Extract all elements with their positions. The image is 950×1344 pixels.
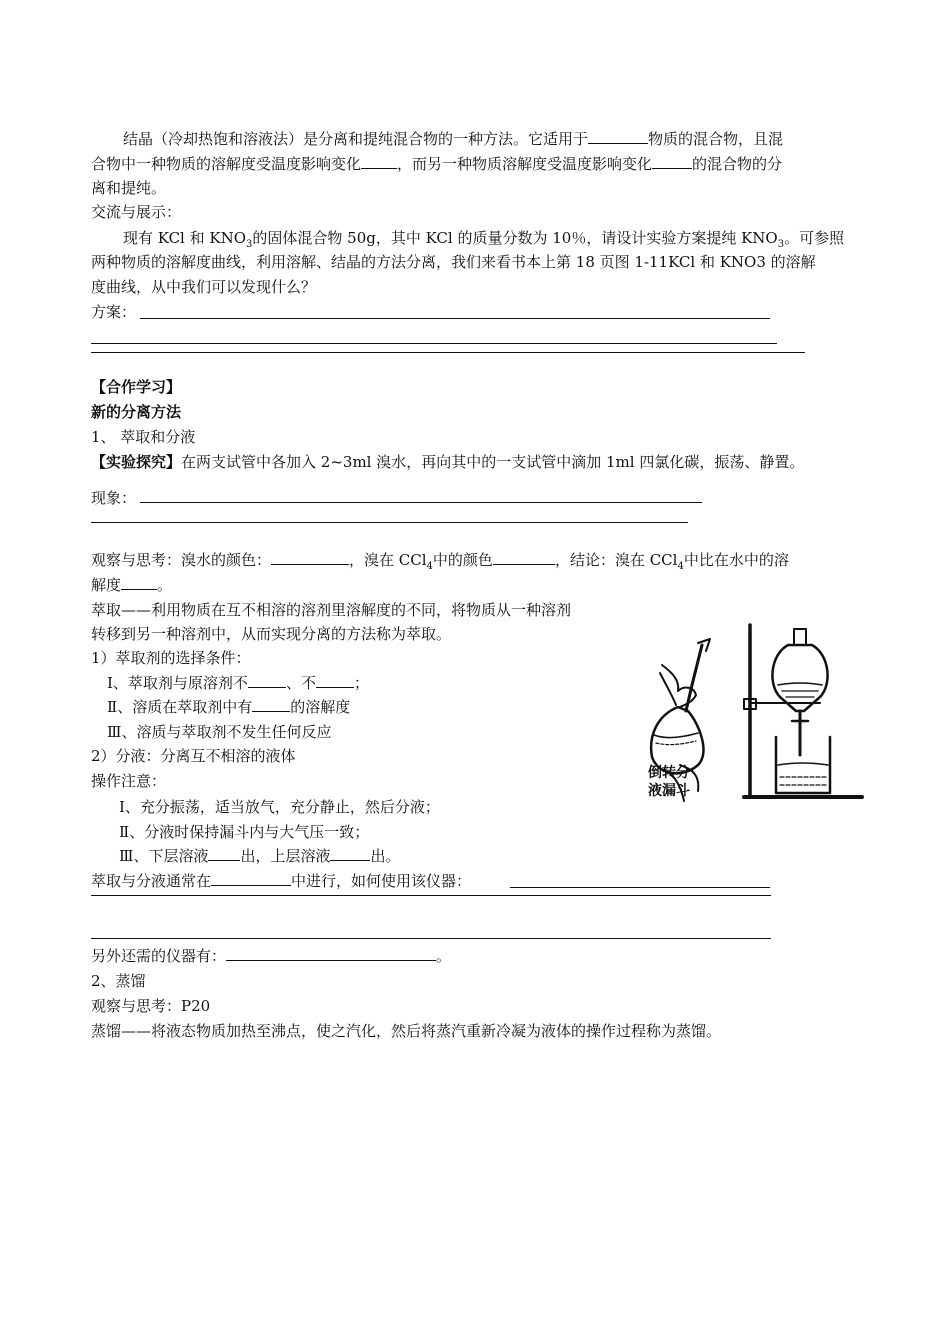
exchange-heading: 交流与展示： xyxy=(91,203,182,221)
coop-subheading: 新的分离方法 xyxy=(91,403,182,421)
blank[interactable] xyxy=(588,127,648,144)
usage-answer-line-1[interactable] xyxy=(510,887,770,888)
figure-label-2: 液漏斗 xyxy=(648,783,690,799)
crystallization-line-1: 结晶（冷却热饱和溶液法）是分离和提纯混合物的一种方法。它适用于 物质的混合物，且混 xyxy=(123,127,783,151)
plan-answer-line-1[interactable] xyxy=(140,318,770,319)
condition-3: Ⅲ、溶质与萃取剂不发生任何反应 xyxy=(107,723,332,741)
condition-2: Ⅱ、溶质在萃取剂中有 的溶解度 xyxy=(107,695,350,719)
phenomenon-answer-line-2[interactable] xyxy=(91,522,688,523)
experiment-line: 【实验探究】在两支试管中各加入 2~3ml 溴水，再向其中的一支试管中滴加 1ml 四氯化碳，振荡、静置。 xyxy=(91,453,805,471)
blank[interactable] xyxy=(211,869,291,886)
note-2: Ⅱ、分液时保持漏斗内与大气压一致； xyxy=(119,823,370,841)
observe-line-1: 观察与思考：溴水的颜色： ，溴在 CCl$_4$中的颜色 ，结论：溴在 CCl$_4$中比在水中的溶 xyxy=(91,548,789,572)
plan-answer-line-3[interactable] xyxy=(91,352,805,353)
distillation-observe: 观察与思考：P20 xyxy=(91,997,211,1015)
separatory-funnel-icon xyxy=(772,645,827,711)
blank[interactable] xyxy=(121,573,157,590)
blank[interactable] xyxy=(226,944,436,961)
plan-label: 方案： xyxy=(91,303,137,321)
extraction-definition-2: 转移到另一种溶剂中，从而实现分离的方法称为萃取。 xyxy=(91,625,452,643)
note-1: Ⅰ、充分振荡，适当放气，充分静止，然后分液； xyxy=(119,798,440,816)
exchange-line-2: 两种物质的溶解度曲线，利用溶解、结晶的方法分离，我们来看书本上第 18 页图 1-11KCl 和 KNO3 的溶解 xyxy=(91,253,816,271)
blank[interactable] xyxy=(493,548,555,565)
conditions-title: 1）萃取剂的选择条件： xyxy=(91,649,251,667)
notes-title: 操作注意： xyxy=(91,772,167,790)
blank[interactable] xyxy=(271,548,349,565)
blank[interactable] xyxy=(252,695,290,712)
usage-answer-line-2[interactable] xyxy=(91,895,771,896)
blank[interactable] xyxy=(330,844,370,861)
item-distillation: 2、蒸馏 xyxy=(91,972,146,990)
usage-answer-line-3[interactable] xyxy=(91,938,771,939)
note-3: Ⅲ、下层溶液 出，上层溶液 出。 xyxy=(119,844,401,868)
blank[interactable] xyxy=(208,844,240,861)
observe-line-2: 解度 。 xyxy=(91,573,172,597)
phenomenon-answer-line-1[interactable] xyxy=(140,502,702,503)
blank[interactable] xyxy=(316,671,354,688)
condition-1: Ⅰ、萃取剂与原溶剂不 、不 ； xyxy=(107,671,369,695)
blank[interactable] xyxy=(248,671,286,688)
separatory-funnel-figure xyxy=(640,615,865,805)
crystallization-line-2: 合物中一种物质的溶解度受温度影响变化 ，而另一种物质溶解度受温度影响变化 的混合物的分 xyxy=(91,152,782,176)
item-extraction: 1、 萃取和分液 xyxy=(91,428,196,446)
plan-answer-line-2[interactable] xyxy=(91,343,777,344)
crystallization-line-3: 离和提纯。 xyxy=(91,179,167,197)
distillation-definition: 蒸馏——将液态物质加热至沸点，使之汽化，然后将蒸汽重新冷凝为液体的操作过程称为蒸馏。 xyxy=(91,1022,722,1040)
extraction-definition-1: 萃取——利用物质在互不相溶的溶剂里溶解度的不同，将物质从一种溶剂 xyxy=(91,601,572,619)
coop-heading: 【合作学习】 xyxy=(91,378,182,396)
exchange-line-3: 度曲线，从中我们可以发现什么？ xyxy=(91,278,317,296)
blank[interactable] xyxy=(361,152,397,169)
phenomenon-label: 现象： xyxy=(91,489,137,507)
separation-title: 2）分液：分离互不相溶的液体 xyxy=(91,747,296,765)
usage-line: 萃取与分液通常在 中进行，如何使用该仪器： xyxy=(91,869,471,893)
exchange-line-1: 现有 KCl 和 $KNO_3$的固体混合物 50g，其中 KCl 的质量分数为 10％，请设计实验方案提纯 $KNO_3$。可参照 xyxy=(123,229,845,250)
other-instruments: 另外还需的仪器有： 。 xyxy=(91,944,451,968)
figure-label-1: 倒转分 xyxy=(648,765,690,781)
blank[interactable] xyxy=(652,152,692,169)
inverted-funnel-icon xyxy=(651,707,703,773)
